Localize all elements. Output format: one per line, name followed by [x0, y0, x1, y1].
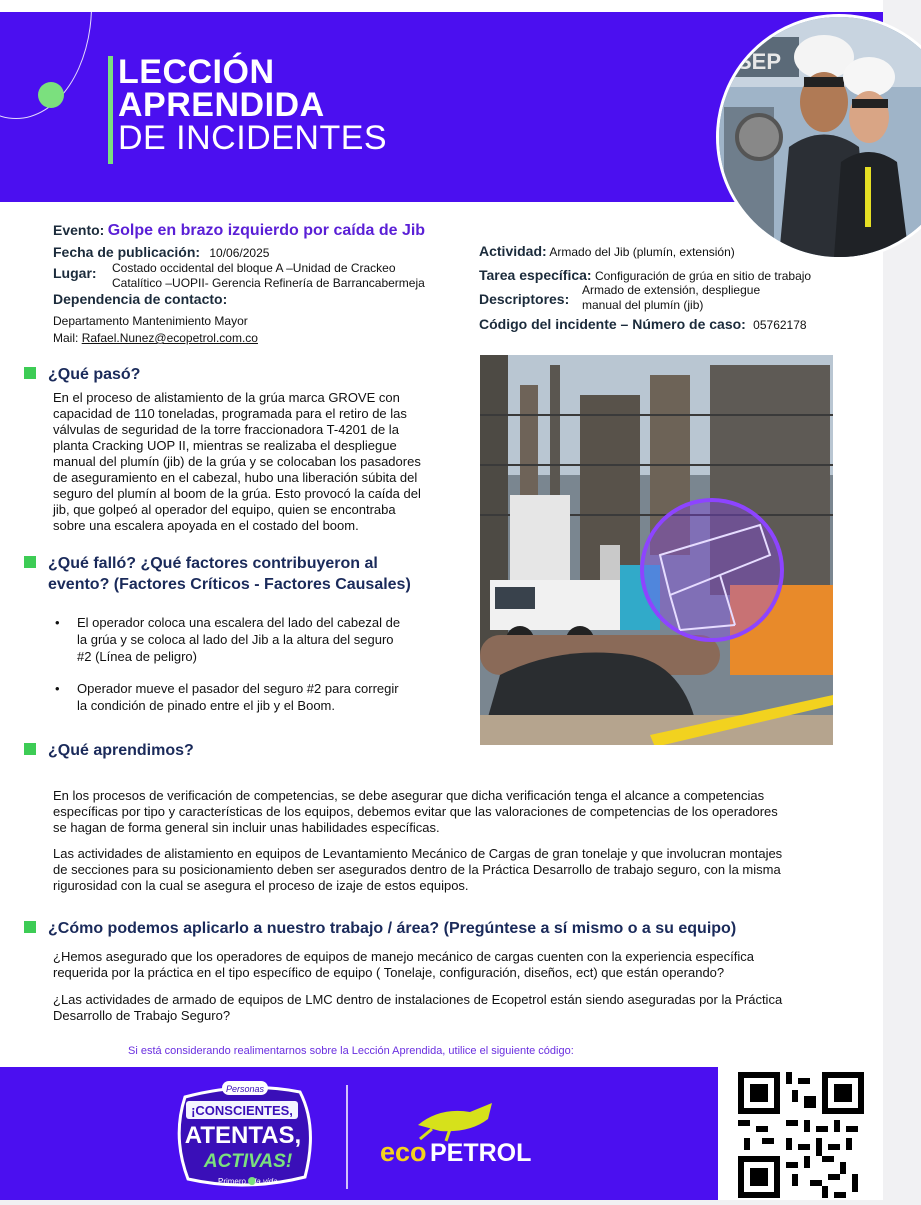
- tarea-row: [479, 267, 811, 283]
- que-aprendimos-paragraph-1: [53, 788, 848, 836]
- actividad-label: Actividad:: [479, 243, 547, 259]
- evento-label: Evento:: [53, 222, 105, 238]
- paragraph-line: específicas por tipo y características de los equipos, debemos evitar que las valoraciones de competencias de los operadores: [53, 804, 778, 819]
- badge-line-1: ¡CONSCIENTES,: [191, 1103, 293, 1118]
- brand-eco: eco: [380, 1137, 427, 1167]
- que-paso-line: de aseguramiento en el cabezal, hubo una liberación súbita del: [53, 470, 418, 485]
- codigo-row: [479, 316, 807, 332]
- actividad-row: [479, 243, 735, 259]
- title-line-2: APRENDIDA: [118, 86, 325, 124]
- bullet-dot-icon: •: [55, 681, 60, 696]
- mail-link[interactable]: Rafael.Nunez@ecopetrol.com.co: [81, 331, 258, 345]
- que-fallo-heading-line-2: evento? (Factores Críticos - Factores Causales): [48, 576, 411, 593]
- lugar-value: [112, 261, 425, 291]
- paragraph-line: de secciones para su posicionamiento deben ser asegurados dentro de la Práctica Desarrollo de trabajo seguro, con la misma: [53, 862, 781, 877]
- dependencia-label: Dependencia de contacto:: [53, 291, 228, 307]
- badge-line-2: ATENTAS,: [184, 1122, 302, 1149]
- descriptores-label-wrap: [479, 291, 569, 307]
- feedback-qr-code[interactable]: [738, 1072, 864, 1198]
- paragraph-line: En los procesos de verificación de competencias, se debe asegurar que dicha verificación tenga el alcance a competencias: [53, 788, 765, 803]
- ecopetrol-logo: [380, 1103, 531, 1167]
- que-paso-line: seguro del plumín al boom de la grúa. Esto provocó la caída del: [53, 486, 421, 501]
- section-square-icon: [24, 367, 36, 379]
- que-fallo-bullet-2: [55, 680, 399, 714]
- que-fallo-bullet-1: [55, 614, 401, 665]
- incident-scene-photo: [480, 355, 833, 745]
- que-paso-line: manual del plumín (jib) de la grúa y se colocaban los pasadores: [53, 454, 421, 469]
- evento-value: Golpe en brazo izquierdo por caída de Jib: [107, 222, 426, 239]
- lugar-label: Lugar:: [53, 265, 97, 281]
- paragraph-line: Las actividades de alistamiento en equipos de Levantamiento Mecánico de Cargas de gran tonelaje y que involucran montajes: [53, 846, 783, 861]
- qr-code-icon: [738, 1072, 864, 1198]
- que-paso-line: En el proceso de alistamiento de la grúa marca GROVE con: [53, 390, 400, 405]
- que-paso-heading-text: ¿Qué pasó?: [48, 366, 141, 383]
- que-fallo-heading: [24, 553, 411, 595]
- tarea-value: Configuración de grúa en sitio de trabajo: [594, 269, 812, 283]
- tarea-label: Tarea específica:: [479, 267, 592, 283]
- bullet-1-line-3: #2 (Línea de peligro): [77, 649, 197, 664]
- que-paso-line: válvulas de seguridad de la torre fraccionadora T-4201 de la: [53, 422, 399, 437]
- que-paso-line: sobre una escalera apoyada en el costado del boom.: [53, 518, 359, 533]
- lugar-line-1: Costado occidental del bloque A –Unidad de Crackeo: [112, 261, 396, 275]
- incident-scene-illustration: [480, 355, 833, 745]
- que-paso-line: planta Cracking UOP II, mientras se realizaba el despliegue: [53, 438, 397, 453]
- dependencia-row: [53, 291, 227, 307]
- section-square-icon: [24, 743, 36, 755]
- que-aprendimos-heading: [24, 742, 194, 760]
- brand-petrol: PETROL: [430, 1139, 532, 1167]
- como-aplicar-paragraph-2: [53, 992, 848, 1024]
- que-paso-line: capacidad de 110 toneladas, programada para el retiro de las: [53, 406, 407, 421]
- lugar-label-wrap: [53, 265, 97, 281]
- mail-label: Mail:: [53, 331, 79, 345]
- page-title: [118, 53, 388, 157]
- bullet-2-line-2: la condición de pinado entre el jib y el Boom.: [77, 698, 335, 713]
- descriptores-line-2: manual del plumín (jib): [582, 298, 704, 312]
- descriptores-label: Descriptores:: [479, 291, 570, 307]
- que-aprendimos-heading-text: ¿Qué aprendimos?: [48, 742, 194, 759]
- como-aplicar-heading: [24, 920, 736, 938]
- badge-small-text: Personas: [225, 1084, 265, 1094]
- que-fallo-heading-line-1: ¿Qué falló? ¿Qué factores contribuyeron al: [48, 555, 378, 572]
- dependencia-value: Departamento Mantenimiento Mayor: [53, 314, 248, 328]
- como-aplicar-paragraph-1: [53, 949, 848, 981]
- feedback-note: Si está considerando realimentarnos sobre la Lección Aprendida, utilice el siguiente código:: [128, 1045, 574, 1057]
- mail-row: [53, 331, 258, 345]
- que-paso-text: [53, 390, 437, 534]
- paragraph-line: ¿Las actividades de armado de equipos de LMC dentro de instalaciones de Ecopetrol están siendo aseguradas por la Práctica: [53, 992, 783, 1007]
- badge-line-3: ACTIVAS!: [203, 1151, 293, 1172]
- paragraph-line: ¿Hemos asegurado que los operadores de equipos de manejo mecánico de cargas cuenten con la experiencia específica: [53, 949, 754, 964]
- fecha-label: Fecha de publicación:: [53, 244, 201, 260]
- descriptores-line-1: Armado de extensión, despliegue: [582, 283, 761, 297]
- como-aplicar-heading-text: ¿Cómo podemos aplicarlo a nuestro trabajo / área? (Pregúntese a sí mismo o a su equipo): [48, 920, 737, 937]
- paragraph-line: rigurosidad con la cual se asegura el proceso de izaje de estos equipos.: [53, 878, 469, 893]
- fecha-value: 10/06/2025: [209, 246, 270, 260]
- paragraph-line: requerida por la práctica en el tipo específico de equipo ( Tonelaje, configuración, diseños, ect) que están operando?: [53, 965, 725, 980]
- badge-bottom-text: Primero: [217, 1177, 247, 1186]
- paragraph-line: se hagan de forma general sin incluir unas habilidades específicas.: [53, 820, 440, 835]
- footer-banner: [0, 1067, 718, 1200]
- decorative-green-dot: [38, 82, 64, 108]
- codigo-label: Código del incidente – Número de caso:: [479, 316, 746, 332]
- bullet-1-line-2: la grúa y se coloca al lado del Jib a la altura del seguro: [77, 632, 394, 647]
- actividad-value: Armado del Jib (plumín, extensión): [549, 245, 735, 259]
- title-accent-bar: [108, 56, 113, 164]
- section-square-icon: [24, 921, 36, 933]
- bullet-1-line-1: El operador coloca una escalera del lado del cabezal de: [77, 615, 401, 630]
- footer-graphics: [0, 1067, 718, 1200]
- title-line-1: LECCIÓN: [118, 53, 275, 91]
- que-paso-line: jib, que golpeó al operador del equipo, quien se encontraba: [53, 502, 396, 517]
- fecha-row: [53, 244, 269, 260]
- title-line-3: DE INCIDENTES: [118, 119, 388, 157]
- codigo-value: 05762178: [753, 318, 807, 332]
- evento-row: [53, 222, 425, 240]
- que-aprendimos-paragraph-2: [53, 846, 848, 894]
- badge-bottom-text-2: la vida: [254, 1177, 278, 1186]
- bullet-2-line-1: Operador mueve el pasador del seguro #2 para corregir: [77, 681, 399, 696]
- campaign-badge-logo: [179, 1081, 310, 1186]
- lugar-line-2: Catalítico –UOPII- Gerencia Refinería de Barrancabermeja: [112, 276, 425, 290]
- workers-photo-illustration: [719, 17, 921, 257]
- section-square-icon: [24, 556, 36, 568]
- descriptores-value: [582, 283, 760, 313]
- que-paso-heading: [24, 366, 140, 384]
- bullet-dot-icon: •: [55, 615, 60, 630]
- sign-text: SEP: [737, 49, 782, 74]
- paragraph-line: Desarrollo de Trabajo Seguro?: [53, 1008, 231, 1023]
